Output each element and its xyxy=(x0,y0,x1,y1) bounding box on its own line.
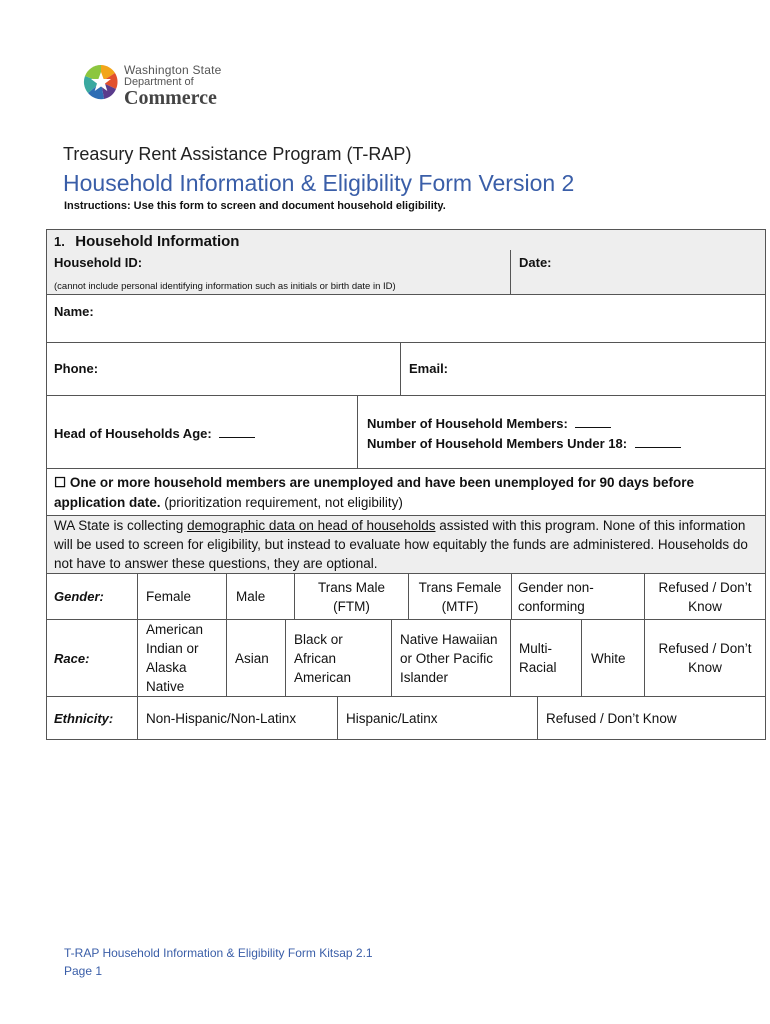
household-size-row xyxy=(47,396,765,469)
section-number: 1. xyxy=(54,234,65,249)
ethnicity-label: Ethnicity: xyxy=(54,710,114,726)
age-blank[interactable] xyxy=(219,437,255,438)
race-label: Race: xyxy=(54,650,90,666)
section-heading xyxy=(54,233,239,251)
gender-option-refused[interactable]: Refused / Don’t Know xyxy=(644,574,765,619)
demographics-intro-end: assisted with this program. None of this information will be used to screen for eligibility, but instead to evaluate how equitably the funds are administered. Households do not have to answer these questions, they are optional. xyxy=(54,518,748,571)
ethnicity-row xyxy=(47,697,765,739)
email-label: Email: xyxy=(409,361,449,376)
ethnicity-option-non-hispanic[interactable]: Non-Hispanic/Non-Latinx xyxy=(137,697,337,739)
members-blank[interactable] xyxy=(575,427,611,428)
email-field[interactable] xyxy=(400,343,765,395)
gender-option-female[interactable]: Female xyxy=(137,574,226,619)
age-label: Head of Households Age: xyxy=(54,426,212,441)
section-title: Household Information xyxy=(75,233,240,250)
gender-option-trans-male[interactable]: Trans Male (FTM) xyxy=(294,574,408,619)
head-of-household-age-field[interactable] xyxy=(47,396,357,468)
logo-line-2: Department of xyxy=(124,76,194,88)
ethnicity-option-hispanic[interactable]: Hispanic/Latinx xyxy=(337,697,537,739)
name-label: Name: xyxy=(54,304,94,319)
demographics-intro xyxy=(47,516,765,574)
unemployed-note: (prioritization requirement, not eligibility) xyxy=(164,494,403,510)
household-id-row xyxy=(47,230,765,295)
household-id-note: (cannot include personal identifying information such as initials or birth date in ID) xyxy=(54,281,396,292)
race-option-white[interactable]: White xyxy=(581,620,644,696)
instructions: Instructions: Use this form to screen and document household eligibility. xyxy=(64,200,446,212)
race-row xyxy=(47,620,765,697)
unemployed-row xyxy=(47,469,765,516)
gender-option-non-conforming[interactable]: Gender non-conforming xyxy=(511,574,644,619)
demographics-intro-underlined: demographic data on head of households xyxy=(187,518,436,533)
name-field[interactable] xyxy=(47,295,765,343)
gender-label: Gender: xyxy=(54,589,104,604)
phone-email-row xyxy=(47,343,765,396)
members-under18-blank[interactable] xyxy=(635,447,681,448)
commerce-logo xyxy=(82,62,222,108)
members-label: Number of Household Members: xyxy=(367,416,568,431)
race-option-refused[interactable]: Refused / Don’t Know xyxy=(644,620,765,696)
page-footer xyxy=(64,944,373,980)
household-members-cell xyxy=(357,396,765,468)
logo-line-3: Commerce xyxy=(124,87,217,109)
race-option-multiracial[interactable]: Multi-Racial xyxy=(510,620,581,696)
gender-row xyxy=(47,574,765,620)
phone-field[interactable] xyxy=(47,343,400,395)
page-title: Household Information & Eligibility Form Version 2 xyxy=(63,170,575,196)
race-option-american-indian[interactable]: American Indian or Alaska Native xyxy=(137,620,226,696)
race-option-asian[interactable]: Asian xyxy=(226,620,285,696)
race-option-black[interactable]: Black or African American xyxy=(285,620,391,696)
demographics-intro-start: WA State is collecting xyxy=(54,518,188,533)
logo-line-1: Washington State xyxy=(124,63,222,77)
household-information-form xyxy=(46,229,766,740)
race-option-native-hawaiian[interactable]: Native Hawaiian or Other Pacific Islander xyxy=(391,620,510,696)
date-field[interactable] xyxy=(510,250,765,294)
gender-option-trans-female[interactable]: Trans Female (MTF) xyxy=(408,574,511,619)
household-id-label: Household ID: xyxy=(54,255,143,270)
unemployed-checkbox[interactable]: ☐ xyxy=(54,475,67,490)
commerce-star-logo-icon xyxy=(82,62,120,102)
members-under18-label: Number of Household Members Under 18: xyxy=(367,436,628,451)
footer-page-number: Page 1 xyxy=(64,964,103,978)
ethnicity-option-refused[interactable]: Refused / Don’t Know xyxy=(537,697,765,739)
program-title: Treasury Rent Assistance Program (T-RAP) xyxy=(63,144,412,164)
date-label: Date: xyxy=(519,255,552,270)
unemployed-statement: One or more household members are unemployed and have been unemployed for 90 days before application date. xyxy=(54,475,695,510)
phone-label: Phone: xyxy=(54,361,99,376)
gender-option-male[interactable]: Male xyxy=(226,574,294,619)
footer-form-name: T-RAP Household Information & Eligibility Form Kitsap 2.1 xyxy=(64,946,373,960)
